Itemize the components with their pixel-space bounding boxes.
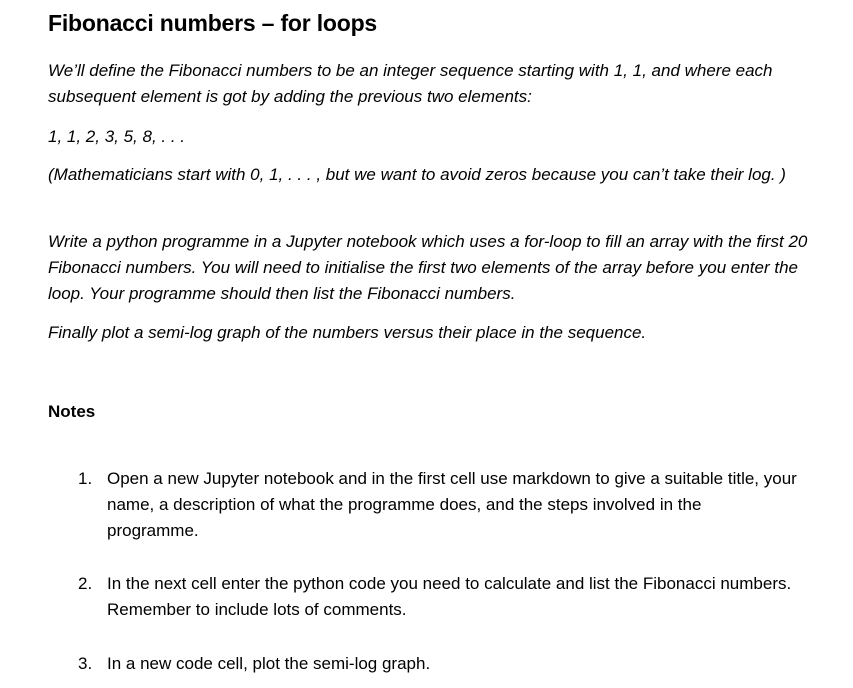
- list-item: [78, 651, 798, 677]
- plot-instruction: Finally plot a semi-log graph of the numbers versus their place in the sequence.: [48, 323, 647, 342]
- list-item-number: 3.: [78, 654, 93, 673]
- mathematicians-note: (Mathematicians start with 0, 1, . . . , but we want to avoid zeros because you can’t take their log. ): [48, 165, 786, 184]
- list-item-number: 1.: [78, 469, 93, 488]
- notes-heading: Notes: [48, 402, 96, 421]
- list-item-text: In a new code cell, plot the semi-log graph.: [107, 654, 431, 673]
- task-paragraph: Write a python programme in a Jupyter notebook which uses a for-loop to fill an array with the first 20 Fibonacci numbers. You will need to initialise the first two elements of the array before you enter the loop. Your programme should then list the Fibonacci numbers.: [48, 232, 808, 303]
- list-item-number: 2.: [78, 574, 93, 593]
- intro-paragraph: We’ll define the Fibonacci numbers to be an integer sequence starting with 1, 1, and where each subsequent element is got by adding the previous two elements:: [48, 61, 773, 106]
- sequence-example: 1, 1, 2, 3, 5, 8, . . .: [48, 127, 186, 146]
- list-item: [78, 571, 798, 623]
- list-item: [78, 466, 798, 544]
- list-item-text: In the next cell enter the python code you need to calculate and list the Fibonacci numbers. Remember to include lots of comments.: [107, 574, 792, 619]
- list-item-text: Open a new Jupyter notebook and in the first cell use markdown to give a suitable title, your name, a description of what the programme does, and the steps involved in the programme.: [107, 469, 797, 540]
- page-title: Fibonacci numbers – for loops: [48, 10, 378, 36]
